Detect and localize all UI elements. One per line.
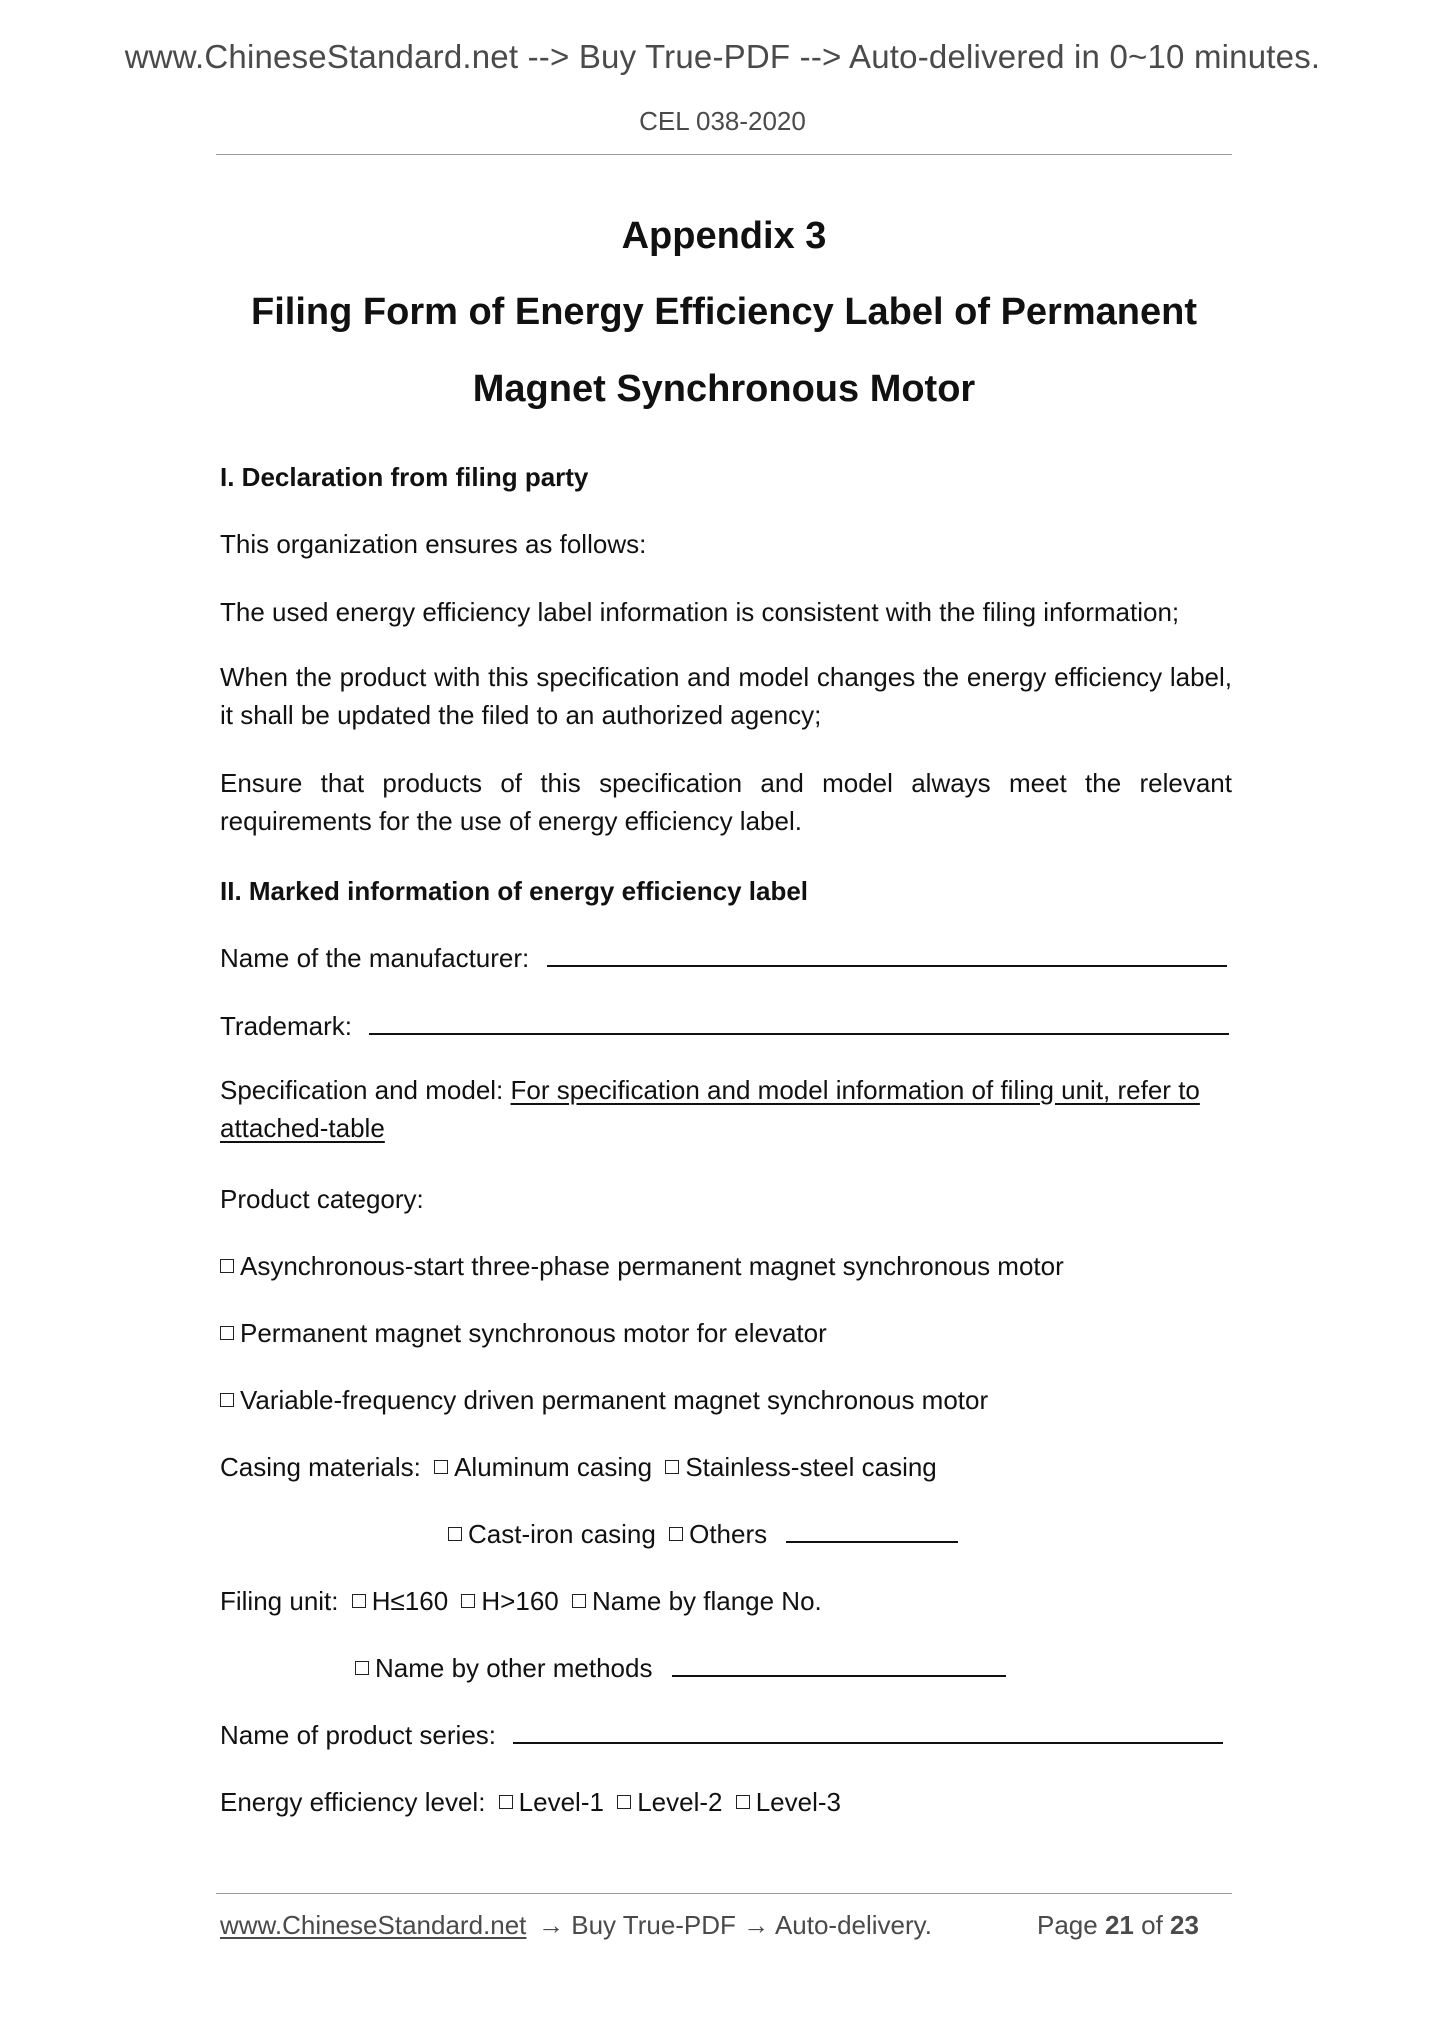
specification-row <box>220 1071 1232 1147</box>
declaration-item-1: The used energy efficiency label information is consistent with the filing information; <box>220 597 1180 627</box>
filing-unit-label: Filing unit: <box>220 1586 339 1616</box>
page-word: Page <box>1037 1910 1098 1940</box>
specification-value: For specification and model information of filing unit, refer to attached-table <box>220 1075 1200 1143</box>
level-3-label: Level-3 <box>755 1787 841 1817</box>
of-word: of <box>1141 1910 1163 1940</box>
footer-tagline: → Buy True-PDF → Auto-delivery. <box>538 1910 932 1940</box>
other-methods-blank[interactable] <box>672 1655 1006 1677</box>
manufacturer-blank[interactable] <box>547 945 1227 967</box>
page-indicator <box>1037 1910 1199 1941</box>
section-2-heading: II. Marked information of energy efficiency label <box>220 876 809 906</box>
casing-stainless-label: Stainless-steel casing <box>685 1452 937 1482</box>
form-title-line-1: Filing Form of Energy Efficiency Label of Permanent <box>251 291 1197 333</box>
product-series-row <box>220 1720 1223 1751</box>
page-number: 21 <box>1104 1910 1134 1940</box>
product-category-label: Product category: <box>220 1184 424 1214</box>
header-divider <box>216 154 1232 155</box>
checkbox-icon[interactable] <box>448 1527 462 1541</box>
top-banner: www.ChineseStandard.net --> Buy True-PDF --> Auto-delivered in 0~10 minutes. <box>124 38 1321 75</box>
casing-row <box>220 1452 937 1483</box>
filing-unit-row <box>220 1586 822 1617</box>
section-1-heading: I. Declaration from filing party <box>220 462 589 492</box>
casing-row-2 <box>448 1519 958 1550</box>
trademark-row <box>220 1011 1229 1042</box>
category-option-1-label: Asynchronous-start three-phase permanent magnet synchronous motor <box>240 1251 1064 1281</box>
manufacturer-row <box>220 943 1227 974</box>
level-1-label: Level-1 <box>518 1787 604 1817</box>
footer-site-link[interactable]: www.ChineseStandard.net <box>220 1910 527 1940</box>
checkbox-icon[interactable] <box>355 1661 369 1675</box>
checkbox-icon[interactable] <box>617 1795 631 1809</box>
form-title-line-2: Magnet Synchronous Motor <box>472 368 976 410</box>
checkbox-icon[interactable] <box>572 1594 586 1608</box>
checkbox-icon[interactable] <box>220 1393 234 1407</box>
filing-h-le-160-label: H≤160 <box>371 1586 449 1616</box>
trademark-label: Trademark: <box>220 1011 352 1041</box>
page-total: 23 <box>1170 1910 1199 1940</box>
casing-aluminum-label: Aluminum casing <box>454 1452 653 1482</box>
filing-h-gt-160-label: H>160 <box>481 1586 559 1616</box>
others-blank[interactable] <box>786 1521 958 1543</box>
checkbox-icon[interactable] <box>220 1259 234 1273</box>
casing-others-label: Others <box>689 1519 768 1549</box>
appendix-title: Appendix 3 <box>621 215 827 257</box>
efficiency-level-label: Energy efficiency level: <box>220 1787 486 1817</box>
checkbox-icon[interactable] <box>434 1460 448 1474</box>
manufacturer-label: Name of the manufacturer: <box>220 943 530 973</box>
efficiency-level-row <box>220 1787 841 1818</box>
level-2-label: Level-2 <box>637 1787 723 1817</box>
checkbox-icon[interactable] <box>352 1594 366 1608</box>
product-series-blank[interactable] <box>513 1722 1223 1744</box>
category-option-1[interactable] <box>220 1251 1064 1282</box>
category-option-3[interactable] <box>220 1385 988 1416</box>
checkbox-icon[interactable] <box>499 1795 513 1809</box>
declaration-item-3: Ensure that products of this specification and model always meet the relevant requirements for the use of energy efficiency label. <box>220 768 1232 836</box>
document-code: CEL 038-2020 <box>639 106 806 136</box>
footer-divider <box>216 1893 1232 1894</box>
casing-cast-iron-label: Cast-iron casing <box>468 1519 656 1549</box>
casing-label: Casing materials: <box>220 1452 421 1482</box>
specification-label: Specification and model: <box>220 1075 504 1105</box>
filing-flange-label: Name by flange No. <box>591 1586 822 1616</box>
product-series-label: Name of product series: <box>220 1720 497 1750</box>
filing-unit-row-2 <box>355 1653 1006 1684</box>
checkbox-icon[interactable] <box>665 1460 679 1474</box>
checkbox-icon[interactable] <box>461 1594 475 1608</box>
declaration-item-2: When the product with this specification and model changes the energy efficiency label, it shall be updated the filed to an authorized agency; <box>220 662 1232 730</box>
checkbox-icon[interactable] <box>736 1795 750 1809</box>
category-option-2[interactable] <box>220 1318 827 1349</box>
trademark-blank[interactable] <box>369 1013 1229 1035</box>
declaration-intro: This organization ensures as follows: <box>220 529 647 559</box>
category-option-2-label: Permanent magnet synchronous motor for elevator <box>240 1318 827 1348</box>
filing-other-methods-label: Name by other methods <box>375 1653 653 1683</box>
checkbox-icon[interactable] <box>220 1326 234 1340</box>
category-option-3-label: Variable-frequency driven permanent magnet synchronous motor <box>240 1385 989 1415</box>
checkbox-icon[interactable] <box>669 1527 683 1541</box>
